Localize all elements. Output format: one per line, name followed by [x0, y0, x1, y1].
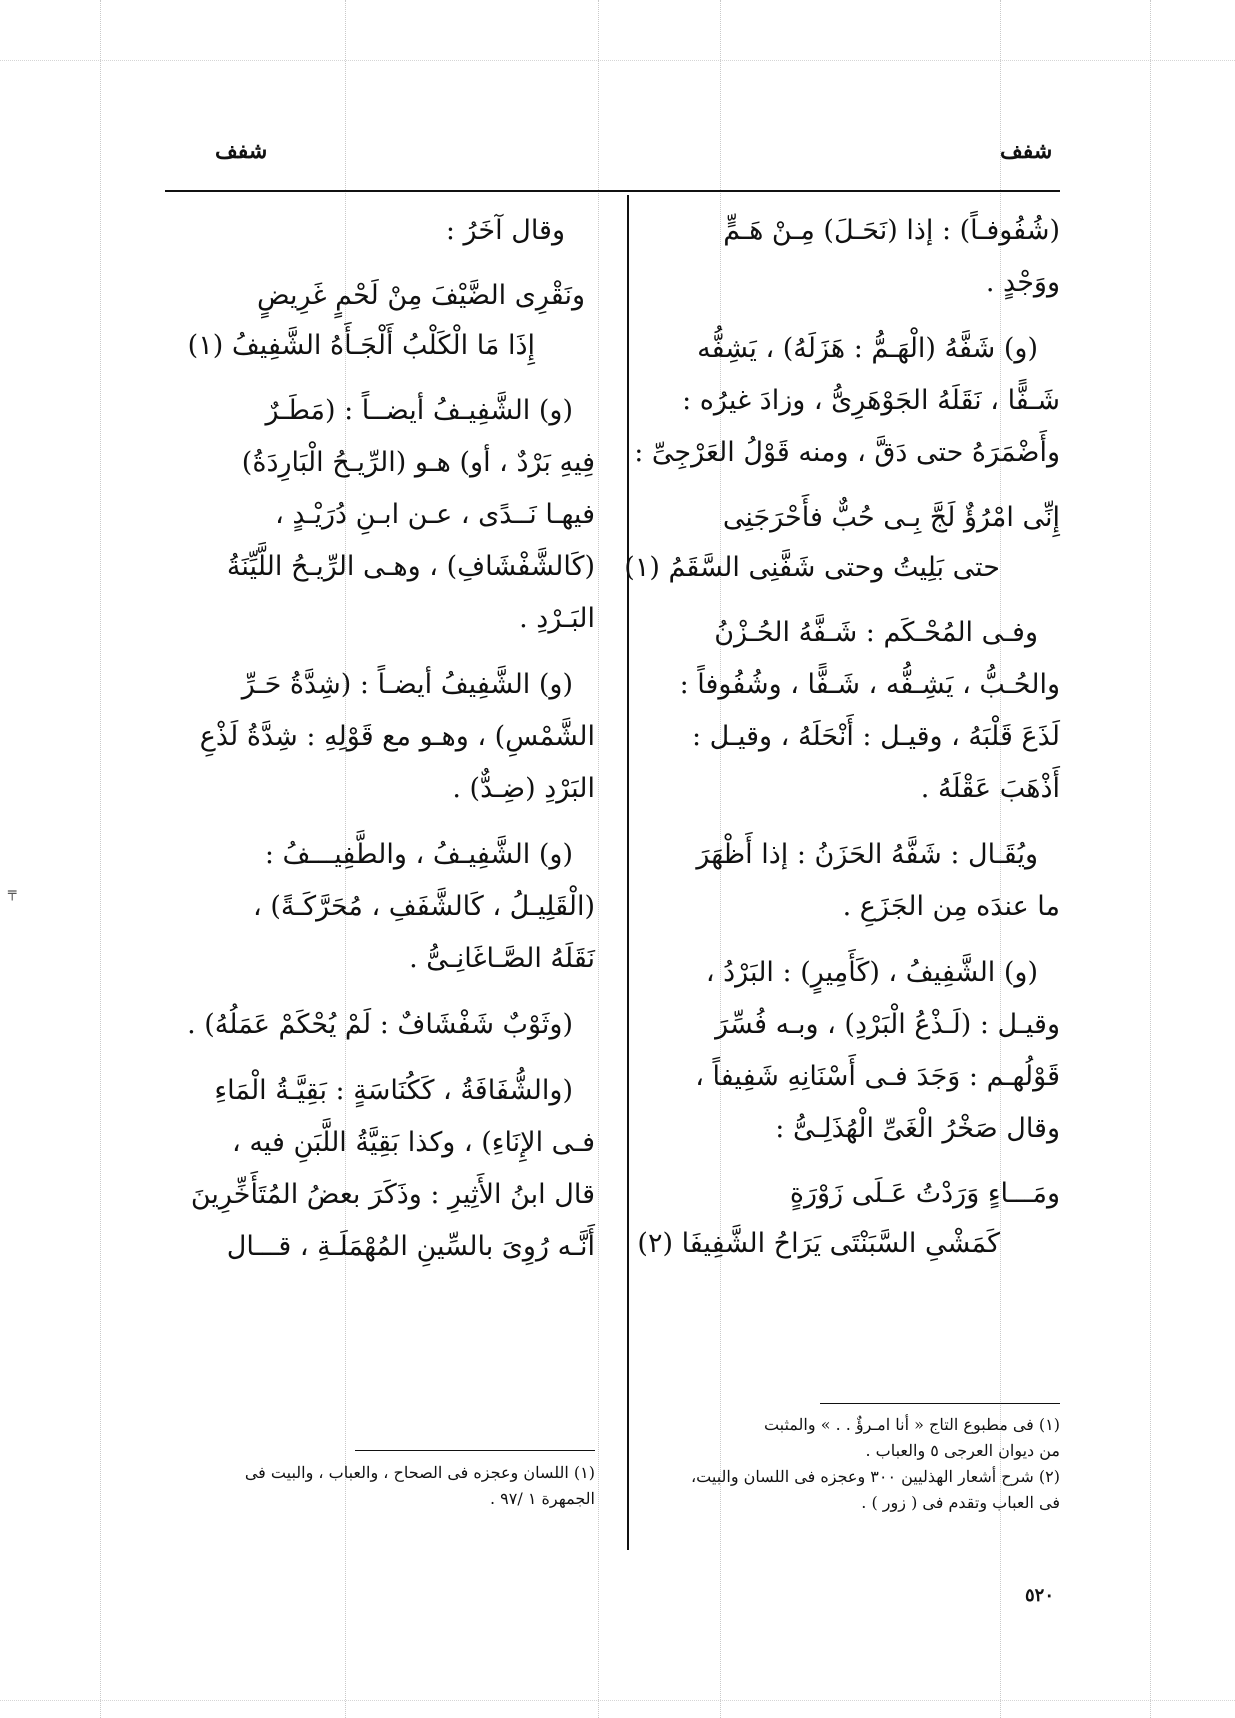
text-line: فـى الإِنَاءِ) ، وكذا بَقِيَّةُ اللَّبَنِ فيه ، [232, 1127, 595, 1158]
footnote-line: (١) اللسان وعجزه فى الصحاح ، والعباب ، والبيت فى [244, 1463, 595, 1482]
text-line: البَرْدِ (ضِـدٌّ) . [452, 773, 595, 804]
text-line: ووَجْدٍ . [985, 267, 1060, 298]
right-column [624, 205, 1060, 1269]
text-line: (وثَوْبٌ شَفْشَافٌ : لَمْ يُحْكَمْ عَمَلُهُ) . [187, 1009, 573, 1040]
text-line: (و) شَفَّهُ (الْهَـمُّ : هَزَلَهُ) ، يَشِفُّه [697, 333, 1038, 364]
text-line: شَـفًّا ، نَقَلَهُ الجَوْهَرِىُّ ، وزادَ غيرُه : [682, 385, 1060, 416]
footnote-line: (٢) شرح أشعار الهذليين ٣٠٠ وعجزه فى اللسان والبيت، [691, 1467, 1060, 1486]
scan-guide [0, 1700, 1235, 1701]
verse-line: إِذَا مَا الْكَلْبُ أَلْجَـأَهُ الشَّفِيفُ (١) [187, 330, 535, 361]
text-line: والحُـبُّ ، يَشِـفُّه ، شَـفًّا ، وشُفُوفاً : [679, 669, 1060, 700]
footnote-line: (١) فى مطبوع التاج « أنا امـرؤٌ . . » والمثبت [763, 1415, 1060, 1434]
verse-line: حتى بَلِيتُ وحتى شَفَّنِى السَّقَمُ (١) [624, 552, 1000, 583]
text-line: (و) الشَّفِيفُ أيضـاً : (شِدَّةُ حَـرِّ [241, 669, 573, 700]
text-line: الشَّمْسِ) ، وهـو مع قَوْلِهِ : شِدَّةُ لَذْعِ [199, 721, 595, 752]
text-line: لَذَعَ قَلْبَهُ ، وقيـل : أَنْحَلَهُ ، وقيـل : [691, 721, 1060, 752]
scan-guide [0, 60, 1235, 61]
text-line: وقال صَخْرُ الْغَىِّ الْهُذَلِـىُّ : [775, 1113, 1060, 1144]
scan-guide [1150, 0, 1151, 1718]
footnote-line: الجمهرة ١ /٩٧ . [489, 1489, 595, 1508]
text-line: (كَالشَّفْشَافِ) ، وهـى الرِّيـحُ اللَّيِّنَةُ [226, 551, 595, 582]
text-line: ويُقَـال : شَفَّهُ الحَزَنُ : إذا أَظْهَرَ [696, 839, 1038, 870]
left-column [165, 205, 595, 1273]
text-line: (والشُّفَافَةُ ، كَكُنَاسَةٍ : بَقِيَّـةُ الْمَاءِ [214, 1075, 573, 1106]
running-head-left: شفف [215, 138, 268, 164]
text-line: وقال آخَرُ : [445, 215, 565, 246]
text-line: قَوْلُهـم : وَجَدَ فـى أَسْنَانِهِ شَفِيفاً ، [695, 1061, 1060, 1092]
text-line: البَـرْدِ . [519, 603, 595, 634]
verse-line: كَمَشْىِ السَّبَنْتَى يَرَاحُ الشَّفِيفَا (٢) [637, 1228, 1000, 1259]
text-line: فِيهِ بَرْدٌ ، أو) هـو (الرِّيـحُ الْبَارِدَةُ) [241, 447, 595, 478]
scan-guide [100, 0, 101, 1718]
text-line: (و) الشَّفِيفُ ، (كَأَمِيرٍ) : البَرْدُ ، [705, 957, 1038, 988]
text-line: (و) الشَّفِيـفُ ، والطَّفِيـــفُ : [264, 839, 573, 870]
running-head-right: شفف [1000, 138, 1053, 164]
text-line: أَنَّـه رُوِىَ بالسِّينِ المُهْمَلَـةِ ، قـــال [226, 1231, 595, 1262]
text-line: وفـى المُحْـكَم : شَـفَّهُ الحُـزْنُ [714, 617, 1038, 648]
footnote-rule [820, 1403, 1060, 1404]
column-divider [627, 195, 629, 1550]
right-footnotes [660, 1412, 1060, 1516]
text-line: (شُفُوفـاً) : إذا (نَحَـلَ) مِـنْ هَـمٍّ [723, 215, 1060, 246]
verse-line: ونَقْرِى الضَّيْفَ مِنْ لَحْمٍ غَرِيضٍ [256, 280, 585, 311]
text-line: قال ابنُ الأَثِيرِ : وذَكَرَ بعضُ المُتَأَخِّرِينَ [190, 1179, 595, 1210]
verse-line: ومَـــاءٍ وَرَدْتُ عَـلَى زَوْرَةٍ [789, 1178, 1060, 1209]
text-line: وقيـل : (لَـذْعُ الْبَرْدِ) ، وبـه فُسِّرَ [715, 1009, 1060, 1040]
text-line: ما عندَه مِن الجَزَعِ . [842, 891, 1060, 922]
footnote-rule [355, 1450, 595, 1451]
text-line: أَذْهَبَ عَقْلَهُ . [920, 773, 1060, 804]
text-line: (و) الشَّفِيـفُ أيضــاً : (مَطَـرٌ [265, 395, 573, 426]
header-rule [165, 190, 1060, 192]
page-number: ٥٢٠ [1025, 1585, 1055, 1606]
text-line: فيهـا نَــدًى ، عـن ابـنِ دُرَيْـدٍ ، [275, 499, 595, 530]
left-footnotes [165, 1460, 595, 1512]
text-line: نَقَلَهُ الصَّـاغَانِـىُّ . [409, 943, 595, 974]
text-line: وأَضْمَرَهُ حتى دَقَّ ، ومنه قَوْلُ العَرْجِىِّ : [634, 437, 1060, 468]
scan-guide [598, 0, 599, 1718]
verse-line: إِنِّى امْرُؤٌ لَجَّ بِـى حُبٌّ فأَحْرَجَنِى [722, 502, 1060, 533]
text-line: (الْقَلِيـلُ ، كَالشَّفَفِ ، مُحَرَّكَـةً) ، [253, 891, 595, 922]
footnote-line: من ديوان العرجى ٥ والعباب . [865, 1441, 1060, 1460]
footnote-line: فى العباب وتقدم فى ( زور ) . [861, 1493, 1060, 1512]
scan-mark-icon: ╤ [8, 885, 17, 901]
